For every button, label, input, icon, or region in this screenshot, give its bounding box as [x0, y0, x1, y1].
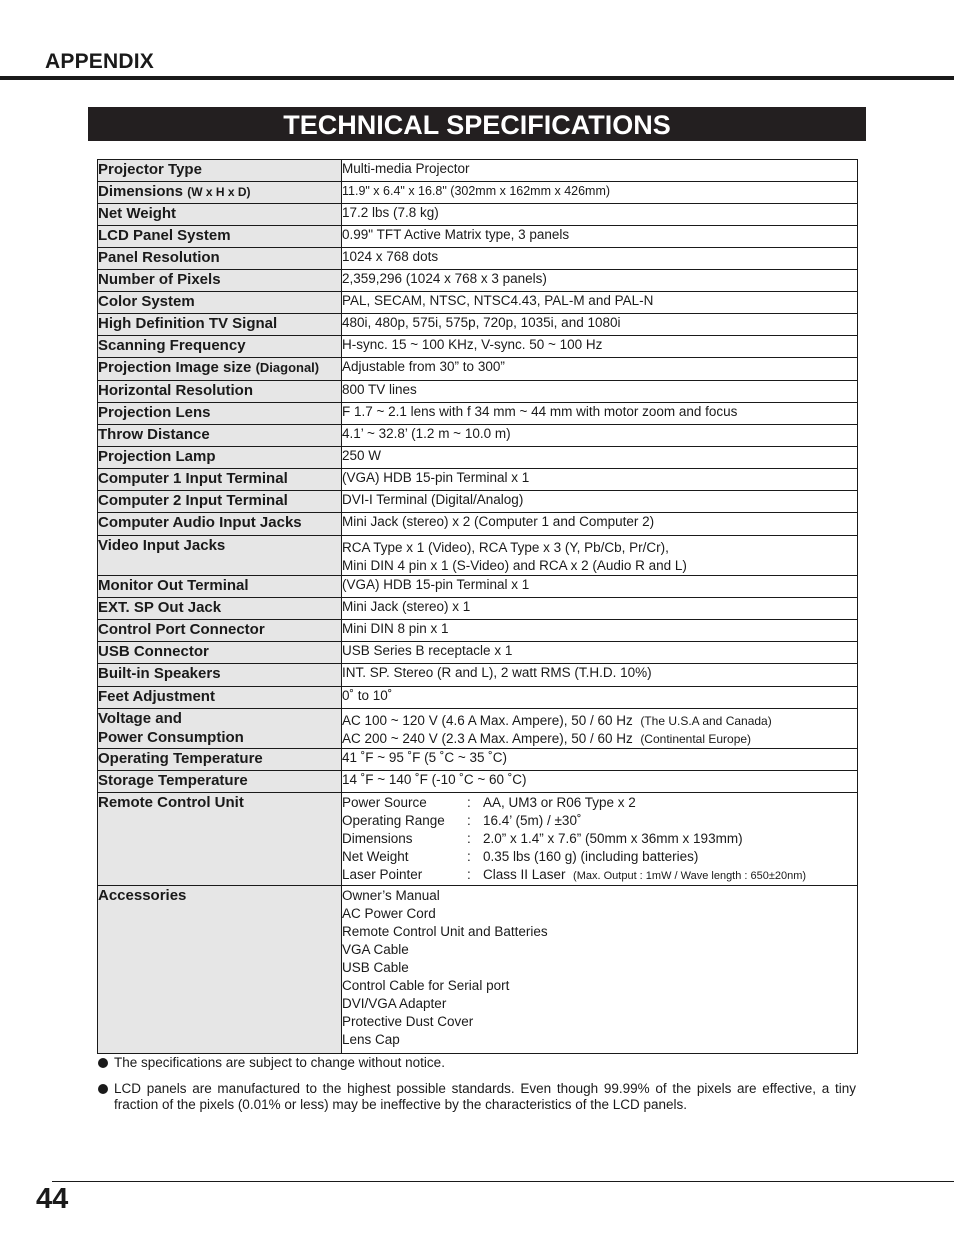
spec-value — [342, 709, 858, 749]
bullet-icon — [98, 1058, 108, 1068]
table-row — [98, 248, 858, 270]
table-row — [98, 270, 858, 292]
top-rule — [0, 76, 954, 80]
spec-value: Multi-media Projector — [342, 160, 858, 182]
spec-value: 41 ˚F ~ 95 ˚F (5 ˚C ~ 35 ˚C) — [342, 749, 858, 771]
spec-label-line: Voltage and — [98, 710, 182, 727]
table-row — [98, 687, 858, 709]
remote-spec-separator: : — [467, 867, 471, 882]
spec-label: Throw Distance — [98, 425, 342, 447]
table-row — [98, 336, 858, 358]
spec-value: (VGA) HDB 15-pin Terminal x 1 — [342, 576, 858, 598]
remote-spec-line — [342, 812, 857, 830]
spec-label: Video Input Jacks — [98, 536, 342, 576]
laser-class: Class II Laser — [483, 867, 566, 882]
accessory-item: Lens Cap — [342, 1032, 400, 1047]
spec-label: LCD Panel System — [98, 226, 342, 248]
remote-spec-value: 16.4’ (5m) / ±30˚ — [483, 813, 582, 828]
spec-label: Computer 1 Input Terminal — [98, 469, 342, 491]
spec-value-line — [342, 712, 857, 730]
table-row — [98, 793, 858, 886]
spec-value — [342, 536, 858, 576]
spec-value: (VGA) HDB 15-pin Terminal x 1 — [342, 469, 858, 491]
remote-spec-line — [342, 830, 857, 848]
page-number: 44 — [36, 1183, 69, 1215]
note-item — [98, 1081, 856, 1113]
accessories-list — [342, 886, 858, 1054]
spec-label: Net Weight — [98, 204, 342, 226]
accessory-item: Control Cable for Serial port — [342, 978, 510, 993]
spec-value: 14 ˚F ~ 140 ˚F (-10 ˚C ~ 60 ˚C) — [342, 771, 858, 793]
note-text: The specifications are subject to change without notice. — [114, 1055, 445, 1070]
table-row — [98, 886, 858, 1054]
spec-label-line: Power Consumption — [98, 729, 244, 746]
spec-label: Number of Pixels — [98, 270, 342, 292]
spec-label: Accessories — [98, 886, 342, 1054]
spec-label: USB Connector — [98, 642, 342, 664]
spec-value: 800 TV lines — [342, 381, 858, 403]
spec-label — [98, 709, 342, 749]
spec-label: High Definition TV Signal — [98, 314, 342, 336]
remote-spec-key: Power Source — [342, 795, 427, 810]
table-row — [98, 447, 858, 469]
spec-label-text: Dimensions — [98, 183, 184, 200]
spec-label: Panel Resolution — [98, 248, 342, 270]
accessory-item: AC Power Cord — [342, 906, 436, 921]
table-row — [98, 469, 858, 491]
spec-value: 1024 x 768 dots — [342, 248, 858, 270]
spec-value: Mini Jack (stereo) x 2 (Computer 1 and Computer 2) — [342, 513, 858, 536]
remote-spec-separator: : — [467, 849, 471, 864]
spec-value: PAL, SECAM, NTSC, NTSC4.43, PAL-M and PAL-N — [342, 292, 858, 314]
spec-label: Operating Temperature — [98, 749, 342, 771]
spec-value: DVI-I Terminal (Digital/Analog) — [342, 491, 858, 513]
remote-spec-key: Dimensions — [342, 831, 413, 846]
spec-label: EXT. SP Out Jack — [98, 598, 342, 620]
table-row — [98, 513, 858, 536]
spec-value: USB Series B receptacle x 1 — [342, 642, 858, 664]
table-row — [98, 381, 858, 403]
spec-value: Adjustable from 30” to 300” — [342, 358, 858, 381]
remote-spec-line — [342, 794, 857, 812]
accessory-item: DVI/VGA Adapter — [342, 996, 447, 1011]
spec-label-note: (W x H x D) — [187, 185, 251, 199]
spec-value: INT. SP. Stereo (R and L), 2 watt RMS (T.H.D. 10%) — [342, 664, 858, 687]
spec-value: 4.1’ ~ 32.8’ (1.2 m ~ 10.0 m) — [342, 425, 858, 447]
remote-spec-value: AA, UM3 or R06 Type x 2 — [483, 795, 636, 810]
spec-label — [98, 182, 342, 204]
spec-label: Computer 2 Input Terminal — [98, 491, 342, 513]
notes — [98, 1055, 856, 1123]
table-row — [98, 314, 858, 336]
spec-value — [342, 793, 858, 886]
page-title: TECHNICAL SPECIFICATIONS — [88, 107, 866, 141]
spec-value: Mini DIN 8 pin x 1 — [342, 620, 858, 642]
spec-value: Mini Jack (stereo) x 1 — [342, 598, 858, 620]
table-row — [98, 491, 858, 513]
spec-label: Computer Audio Input Jacks — [98, 513, 342, 536]
remote-spec-line — [342, 866, 857, 885]
table-row — [98, 536, 858, 576]
spec-value: 11.9" x 6.4" x 16.8" (302mm x 162mm x 426mm) — [342, 182, 858, 204]
accessory-item: Remote Control Unit and Batteries — [342, 924, 548, 939]
specifications-table — [97, 159, 858, 1054]
table-row — [98, 664, 858, 687]
spec-label: Color System — [98, 292, 342, 314]
remote-spec-key: Laser Pointer — [342, 867, 423, 882]
table-row — [98, 425, 858, 447]
spec-value-line — [342, 730, 857, 748]
spec-label: Storage Temperature — [98, 771, 342, 793]
table-row — [98, 292, 858, 314]
bullet-icon — [98, 1084, 108, 1094]
spec-label: Projector Type — [98, 160, 342, 182]
remote-spec-value — [483, 866, 857, 885]
table-row — [98, 771, 858, 793]
spec-value-line: Mini DIN 4 pin x 1 (S-Video) and RCA x 2 (Audio R and L) — [342, 558, 687, 573]
power-value-us: AC 100 ~ 120 V (4.6 A Max. Ampere), 50 / 60 Hz — [342, 713, 633, 728]
remote-spec-key: Operating Range — [342, 813, 445, 828]
table-row — [98, 749, 858, 771]
laser-output-note: (Max. Output : 1mW / Wave length : 650±20nm) — [573, 870, 807, 882]
spec-label: Horizontal Resolution — [98, 381, 342, 403]
table-row — [98, 620, 858, 642]
table-row — [98, 182, 858, 204]
spec-label: Remote Control Unit — [98, 793, 342, 886]
spec-value-line: RCA Type x 1 (Video), RCA Type x 3 (Y, Pb/Cb, Pr/Cr), — [342, 540, 669, 555]
remote-spec-value: 2.0” x 1.4” x 7.6” (50mm x 36mm x 193mm) — [483, 831, 743, 846]
accessory-item: USB Cable — [342, 960, 409, 975]
spec-label: Projection Lens — [98, 403, 342, 425]
table-row — [98, 709, 858, 749]
table-row — [98, 576, 858, 598]
spec-value: 250 W — [342, 447, 858, 469]
spec-value: 0.99" TFT Active Matrix type, 3 panels — [342, 226, 858, 248]
accessory-item: Protective Dust Cover — [342, 1014, 474, 1029]
spec-label: Monitor Out Terminal — [98, 576, 342, 598]
power-region-us: (The U.S.A and Canada) — [640, 714, 772, 728]
accessory-item: VGA Cable — [342, 942, 409, 957]
spec-label: Scanning Frequency — [98, 336, 342, 358]
section-label: APPENDIX — [45, 50, 154, 73]
spec-value: H-sync. 15 ~ 100 KHz, V-sync. 50 ~ 100 Hz — [342, 336, 858, 358]
table-row — [98, 598, 858, 620]
remote-spec-value: 0.35 lbs (160 g) (including batteries) — [483, 849, 699, 864]
table-row — [98, 403, 858, 425]
remote-spec-key: Net Weight — [342, 849, 409, 864]
bottom-rule — [52, 1181, 954, 1182]
table-row — [98, 226, 858, 248]
table-row — [98, 160, 858, 182]
spec-label: Projection Lamp — [98, 447, 342, 469]
spec-value: 17.2 lbs (7.8 kg) — [342, 204, 858, 226]
note-text: LCD panels are manufactured to the highest possible standards. Even though 99.99% of the pixels are effective, a tiny fraction of the pixels (0.01% or less) may be ineffective by the characteristics of the LCD panels. — [114, 1081, 856, 1112]
note-item — [98, 1055, 856, 1071]
table-row — [98, 204, 858, 226]
spec-label: Control Port Connector — [98, 620, 342, 642]
accessory-item: Owner’s Manual — [342, 888, 440, 903]
table-row — [98, 642, 858, 664]
spec-label: Built-in Speakers — [98, 664, 342, 687]
power-region-eu: (Continental Europe) — [640, 732, 752, 746]
spec-value: 0˚ to 10˚ — [342, 687, 858, 709]
spec-value: F 1.7 ~ 2.1 lens with f 34 mm ~ 44 mm with motor zoom and focus — [342, 403, 858, 425]
remote-spec-separator: : — [467, 813, 471, 828]
remote-spec-separator: : — [467, 831, 471, 846]
spec-label-note: (Diagonal) — [255, 360, 320, 375]
spec-value: 2,359,296 (1024 x 768 x 3 panels) — [342, 270, 858, 292]
remote-spec-separator: : — [467, 795, 471, 810]
spec-label-text: Projection Image size — [98, 359, 252, 376]
spec-value: 480i, 480p, 575i, 575p, 720p, 1035i, and 1080i — [342, 314, 858, 336]
remote-spec-line — [342, 848, 857, 866]
spec-label: Feet Adjustment — [98, 687, 342, 709]
spec-label — [98, 358, 342, 381]
table-row — [98, 358, 858, 381]
power-value-eu: AC 200 ~ 240 V (2.3 A Max. Ampere), 50 / 60 Hz — [342, 731, 633, 746]
